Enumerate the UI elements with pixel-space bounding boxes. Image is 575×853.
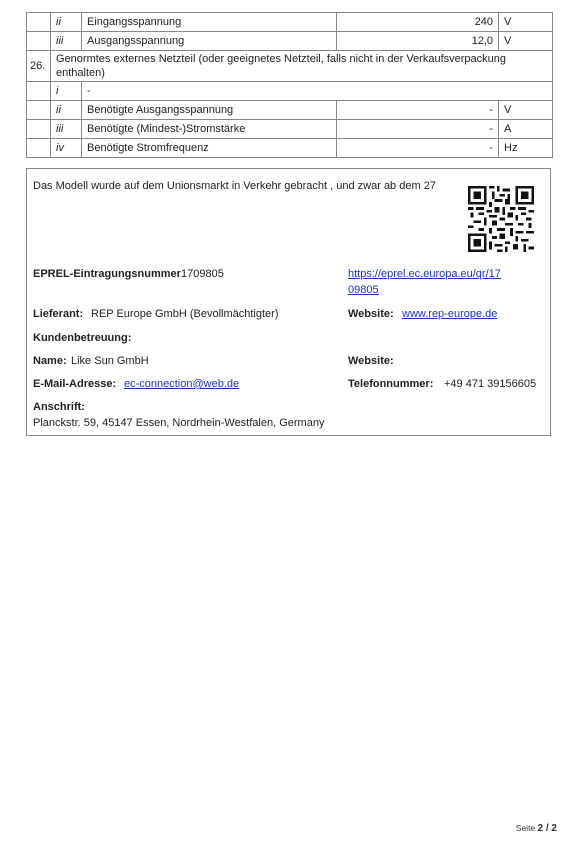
row-number	[27, 13, 51, 32]
supplier-value: REP Europe GmbH (Bevollmächtigter)	[91, 308, 279, 320]
page-count: 2 / 2	[537, 823, 557, 834]
name-label: Name:	[33, 355, 67, 367]
page-label: Seite	[515, 823, 536, 833]
row-label: -	[82, 82, 553, 101]
row-value: 240	[337, 13, 499, 32]
customer-service-label: Kundenbetreuung:	[33, 332, 132, 344]
row-subindex: iv	[51, 139, 82, 158]
row-subindex: iii	[51, 32, 82, 51]
address-value: Planckstr. 59, 45147 Essen, Nordrhein-Westfalen, Germany	[33, 417, 325, 429]
table-row	[27, 120, 553, 139]
supplier-label: Lieferant:	[33, 308, 84, 320]
row-value: -	[337, 139, 499, 158]
row-text: Genormtes externes Netzteil (oder geeignetes Netzteil, falls nicht in der Verkaufsverpackung enthalten)	[51, 51, 553, 82]
row-number	[27, 101, 51, 120]
row-number	[27, 139, 51, 158]
website-label: Website:	[348, 308, 394, 320]
table-row	[27, 51, 553, 82]
row-unit: Hz	[499, 139, 553, 158]
row-unit: V	[499, 13, 553, 32]
website2-label: Website:	[348, 355, 394, 367]
eprel-link-line1[interactable]: https://eprel.ec.europa.eu/qr/17	[348, 268, 501, 280]
phone-label: Telefonnummer:	[348, 378, 434, 390]
row-label: Benötigte (Mindest-)Stromstärke	[82, 120, 337, 139]
supplier-info-box	[26, 168, 551, 436]
row-number	[27, 32, 51, 51]
table-row	[27, 139, 553, 158]
name-value: Like Sun GmbH	[71, 355, 149, 367]
row-value: -	[337, 101, 499, 120]
row-unit: V	[499, 32, 553, 51]
row-subindex: ii	[51, 101, 82, 120]
row-label: Eingangsspannung	[82, 13, 337, 32]
row-unit: V	[499, 101, 553, 120]
email-link[interactable]: ec-connection@web.de	[124, 378, 240, 390]
page-number	[516, 823, 557, 834]
eprel-number: 1709805	[181, 268, 224, 280]
website-link[interactable]: www.rep-europe.de	[402, 308, 498, 320]
spec-table	[26, 12, 553, 158]
table-row	[27, 13, 553, 32]
table-row	[27, 32, 553, 51]
row-subindex: iii	[51, 120, 82, 139]
phone-value: +49 471 39156605	[444, 378, 537, 390]
row-label: Benötigte Ausgangsspannung	[82, 101, 337, 120]
email-label: E-Mail-Adresse:	[33, 378, 117, 390]
row-label: Benötigte Stromfrequenz	[82, 139, 337, 158]
table-row	[27, 82, 553, 101]
row-value: -	[337, 120, 499, 139]
row-number	[27, 120, 51, 139]
row-number: 26.	[27, 51, 51, 82]
row-number	[27, 82, 51, 101]
row-subindex: ii	[51, 13, 82, 32]
eprel-label: EPREL-Eintragungsnummer	[33, 268, 181, 280]
market-statement: Das Modell wurde auf dem Unionsmarkt in Verkehr gebracht , und zwar ab dem 27	[33, 180, 436, 192]
row-unit: A	[499, 120, 553, 139]
row-label: Ausgangsspannung	[82, 32, 337, 51]
row-subindex: i	[51, 82, 82, 101]
qr-code-icon[interactable]	[468, 186, 534, 252]
table-row	[27, 101, 553, 120]
address-label: Anschrift:	[33, 401, 85, 413]
eprel-link-line2[interactable]: 09805	[348, 284, 379, 296]
row-value: 12,0	[337, 32, 499, 51]
